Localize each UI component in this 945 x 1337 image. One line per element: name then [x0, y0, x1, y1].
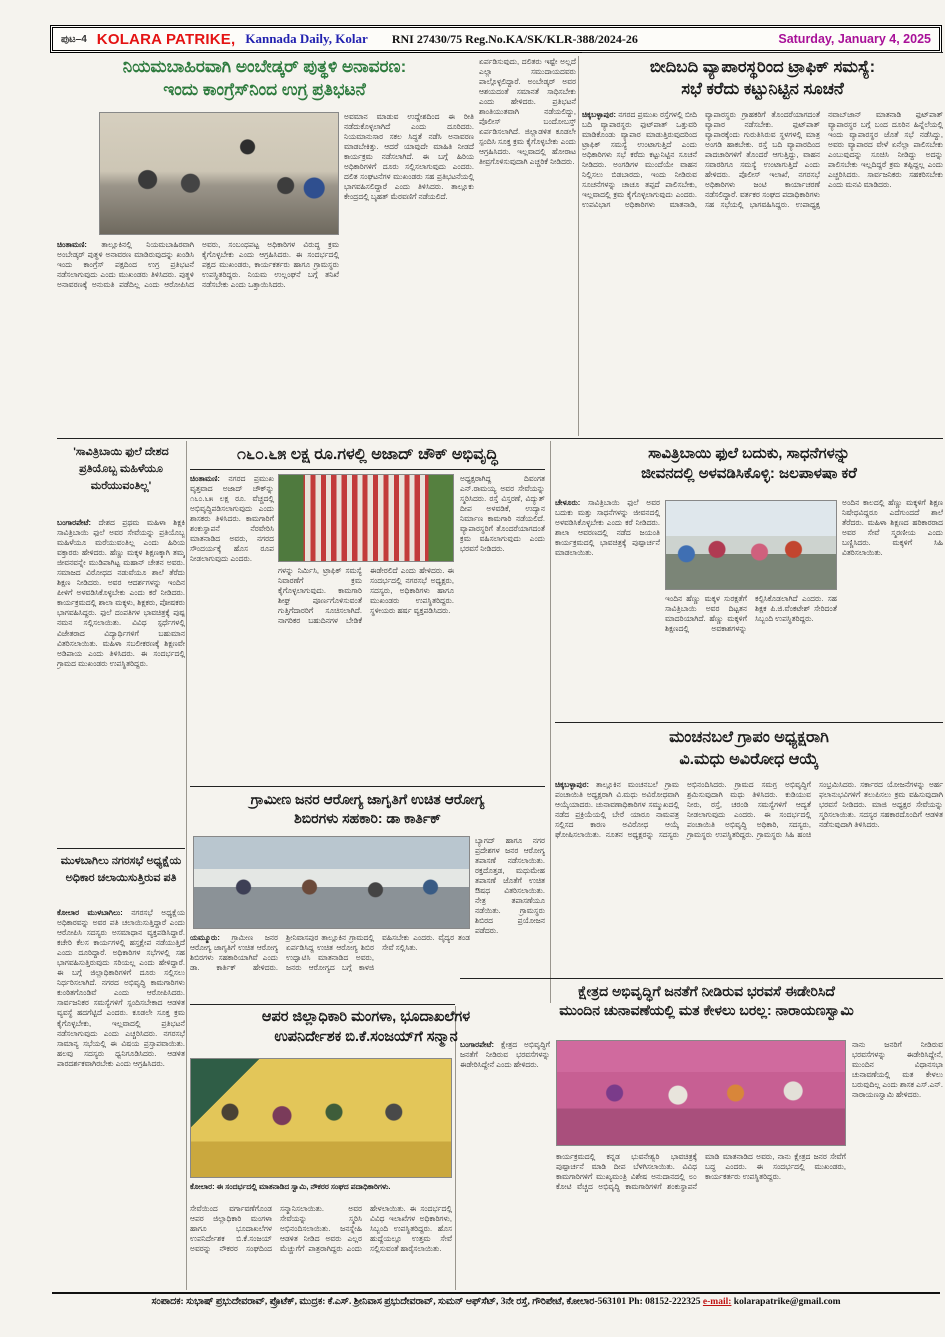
savitribai-right-col1: ಚೇಳೂರು: ಸಾವಿತ್ರಿಬಾಯಿ ಫುಲೆ ಅವರ ಬದುಕು ಮತ್ತು ಸಾಧನೆಗಳನ್ನು ಜೀವನದಲ್ಲಿ ಅಳವಡಿಸಿಕೊಳ್ಳಬೇಕು ಎಂದು ಕರೆ ನೀಡಿದರು. ಶಾಲಾ ಆವರಣದಲ್ಲಿ ನಡೆದ ಜಯಂತಿ ಕಾರ್ಯಕ್ರಮದಲ್ಲಿ ಭಾವಚಿತ್ರಕ್ಕೆ ಪುಷ್ಪಾರ್ಚನೆ ಮಾಡಲಾಯಿತು.	[555, 498, 660, 558]
headline-azad-chowk: ೧೬೦.೬೫ ಲಕ್ಷ ರೂ.ಗಳಲ್ಲಿ ಅಜಾದ್ ಚೌಕ್ ಅಭಿವೃದ್ಧಿ	[237, 446, 498, 463]
health-camp-photo	[193, 836, 470, 929]
headline-savitribai-left: 'ಸಾವಿತ್ರಿಬಾಯಿ ಫುಲೆ ದೇಶದ ಪ್ರತಿಯೊಬ್ಬ ಮಹಿಳೆಯೂ ಮರೆಯುವಂತಿಲ್ಲ'	[73, 446, 169, 493]
paper-subtitle: Kannada Daily, Kolar	[245, 31, 368, 46]
dateline: ಬಂಗಾರಪೇಟೆ:	[460, 1040, 495, 1049]
dateline: ಚಿಕ್ಕಬಳ್ಳಾಪುರ:	[582, 110, 616, 119]
rule-v-bottom	[455, 1006, 456, 1290]
dateline: ಕೋಲಾರ ಮುಳಬಾಗಿಲು:	[57, 908, 123, 917]
registration-number: RNI 27430/75 Reg.No.KA/SK/KLR-388/2024-26	[391, 31, 638, 46]
footer-email-label: e-mail:	[702, 1297, 732, 1307]
savitribai-left-body: ಬಂಗಾರಪೇಟೆ: ದೇಶದ ಪ್ರಥಮ ಮಹಿಳಾ ಶಿಕ್ಷಕಿ ಸಾವಿತ್ರಿಬಾಯಿ ಫುಲೆ ಅವರ ಸೇವೆಯನ್ನು ಪ್ರತಿಯೊಬ್ಬ ಮಹಿಳೆಯೂ ಮರೆಯುವಂತಿಲ್ಲ ಎಂದು ಹಿರಿಯ ವಕ್ತಾರರು ಹೇಳಿದರು. ಹೆಣ್ಣು ಮಕ್ಕಳ ಶಿಕ್ಷಣಕ್ಕಾಗಿ ತಮ್ಮ ಜೀವನವನ್ನೇ ಮುಡಿಪಾಗಿಟ್ಟ ಮಹಾನ್ ಚೇತನ ಅವರು. ಸಮಾಜದ ವಿರೋಧದ ನಡುವೆಯೂ ಶಾಲೆ ತೆರೆದು ಶಿಕ್ಷಣ ನೀಡಿದರು. ಅವರ ಆದರ್ಶಗಳನ್ನು ಇಂದಿನ ಪೀಳಿಗೆ ಅಳವಡಿಸಿಕೊಳ್ಳಬೇಕು ಎಂದು ಕರೆ ನೀಡಿದರು. ಕಾರ್ಯಕ್ರಮದಲ್ಲಿ ಶಾಲಾ ಮಕ್ಕಳು, ಶಿಕ್ಷಕರು, ಪೋಷಕರು ಭಾಗವಹಿಸಿದ್ದರು. ಫುಲೆ ದಂಪತಿಗಳ ಭಾವಚಿತ್ರಕ್ಕೆ ಪುಷ್ಪ ನಮನ ಸಲ್ಲಿಸಲಾಯಿತು. ವಿವಿಧ ಸ್ಪರ್ಧೆಗಳಲ್ಲಿ ವಿಜೇತರಾದ ವಿದ್ಯಾರ್ಥಿಗಳಿಗೆ ಬಹುಮಾನ ವಿತರಿಸಲಾಯಿತು. ಮಹಿಳಾ ಸಬಲೀಕರಣಕ್ಕೆ ಶಿಕ್ಷಣವೇ ಅಡಿಪಾಯ ಎಂದು ತಿಳಿಸಿದರು. ಈ ಸಂದರ್ಭದಲ್ಲಿ ಗ್ರಾಮದ ಮುಖಂಡರು ಉಪಸ್ಥಿತರಿದ್ದರು.	[57, 518, 185, 668]
issue-date: Saturday, January 4, 2025	[778, 32, 931, 46]
dateline: ಚಿಕ್ಕಬಳ್ಳಾಪುರ:	[555, 780, 589, 789]
divider-above-sanmana	[190, 1004, 455, 1005]
headline-mulabagilu: ಮುಳಬಾಗಿಲು ನಗರಸಭೆ ಅಧ್ಯಕ್ಷೆಯ ಅಧಿಕಾರ ಚಲಾಯಿಸುತ್ತಿರುವ ಪತಿ	[60, 855, 182, 885]
paper-name: KOLARA PATRIKE,	[96, 30, 236, 48]
dateline: ಯಮ್ಮೂರು:	[190, 933, 220, 942]
ambedkar-body-col4: ಏರ್ಪಡಿಸುವುದು, ದಲಿತರು ಇಷ್ಟೇ ಅಲ್ಲದೆ ಎಲ್ಲಾ ಸಮುದಾಯದವರು ಪಾಲ್ಗೊಳ್ಳಲಿದ್ದಾರೆ. ಅಂಬೇಡ್ಕರ್ ಅವರ ಆಶಯದಂತೆ ಸಮಾನತೆ ಸಾಧಿಸಬೇಕು ಎಂದು ಹೇಳಿದರು. ಪ್ರತಿಭಟನೆ ಶಾಂತಿಯುತವಾಗಿ ನಡೆಯಲಿದ್ದು, ಪೊಲೀಸ್ ಬಂದೋಬಸ್ತ್ ಏರ್ಪಡಿಸಲಾಗಿದೆ. ಜಿಲ್ಲಾಡಳಿತ ಕೂಡಲೇ ಸ್ಪಂದಿಸಿ ಸೂಕ್ತ ಕ್ರಮ ಕೈಗೊಳ್ಳಬೇಕು ಎಂದು ಆಗ್ರಹಿಸಿದರು. ಇಲ್ಲವಾದಲ್ಲಿ ಹೋರಾಟ ತೀವ್ರಗೊಳಿಸುವುದಾಗಿ ಎಚ್ಚರಿಕೆ ನೀಡಿದರು.	[479, 57, 576, 167]
lamp-lighting-photo	[556, 1040, 846, 1146]
rule-above-traffic	[582, 52, 943, 53]
headline-savitribai-right: ಸಾವಿತ್ರಿಬಾಯಿ ಫುಲೆ ಬದುಕು, ಸಾಧನೆಗಳನ್ನು ಜೀವನದಲ್ಲಿ ಅಳವಡಿಸಿಕೊಳ್ಳಿ: ಜಲಪಾಳಷಾ ಕರೆ	[641, 445, 857, 483]
azad-body-col4: ಅಧ್ಯಕ್ಷರಾಗಿದ್ದ ದಿವಂಗತ ಎನ್.ರಾಮಯ್ಯ ಅವರ ಸೇವೆಯನ್ನು ಸ್ಮರಿಸಿದರು. ರಸ್ತೆ ವಿಸ್ತರಣೆ, ವಿದ್ಯುತ್ ದೀಪ ಅಳವಡಿಕೆ, ಉದ್ಯಾನ ನಿರ್ಮಾಣ ಕಾಮಗಾರಿ ನಡೆಯಲಿದೆ. ವ್ಯಾಪಾರಸ್ಥರಿಗೆ ತೊಂದರೆಯಾಗದಂತೆ ಕ್ರಮ ವಹಿಸಲಾಗುವುದು ಎಂದು ಭರವಸೆ ನೀಡಿದರು.	[460, 474, 545, 554]
traffic-body: ಚಿಕ್ಕಬಳ್ಳಾಪುರ: ನಗರದ ಪ್ರಮುಖ ರಸ್ತೆಗಳಲ್ಲಿ ಬೀದಿ ಬದಿ ವ್ಯಾಪಾರಸ್ಥರು ಫುಟ್‌ಪಾತ್ ಒತ್ತುವರಿ ಮಾಡಿಕೊಂಡು ವ್ಯಾಪಾರ ಮಾಡುತ್ತಿರುವುದರಿಂದ ಟ್ರಾಫಿಕ್ ಸಮಸ್ಯೆ ಉಂಟಾಗುತ್ತಿದೆ ಎಂದು ಅಧಿಕಾರಿಗಳು ಸಭೆ ಕರೆದು ಕಟ್ಟುನಿಟ್ಟಿನ ಸೂಚನೆ ನೀಡಿದರು. ಅಂಗಡಿಗಳ ಮುಂದೆಯೇ ವಾಹನ ನಿಲ್ಲಿಸಲು ಬಿಡಬಾರದು, ಇಂದು ನೀಡಿರುವ ಸೂಚನೆಗಳನ್ನು ಚಾಚೂ ತಪ್ಪದೆ ಪಾಲಿಸಬೇಕು, ಇಲ್ಲವಾದಲ್ಲಿ ಕ್ರಮ ಕೈಗೊಳ್ಳಲಾಗುವುದು ಎಂದರು. ಉಪವಿಭಾಗ ಅಧಿಕಾರಿಗಳು ಮಾತನಾಡಿ, ವ್ಯಾಪಾರಸ್ಥರು ಗ್ರಾಹಕರಿಗೆ ತೊಂದರೆಯಾಗದಂತೆ ವ್ಯಾಪಾರ ನಡೆಸಬೇಕು. ಫುಟ್‌ಪಾತ್ ವ್ಯಾಪಾರಕ್ಕೆಂದು ಗುರುತಿಸಿರುವ ಸ್ಥಳಗಳಲ್ಲಿ ಮಾತ್ರ ಅಂಗಡಿ ಹಾಕಬೇಕು. ರಸ್ತೆ ಬದಿ ವ್ಯಾಪಾರದಿಂದ ಪಾದಚಾರಿಗಳಿಗೆ ತೊಂದರೆ ಆಗುತ್ತಿದ್ದು, ವಾಹನ ಸವಾರರಿಗೂ ಸಮಸ್ಯೆ ಉಂಟಾಗುತ್ತಿದೆ ಎಂದು ಹೇಳಿದರು. ಪೊಲೀಸ್ ಇಲಾಖೆ, ನಗರಸಭೆ ಅಧಿಕಾರಿಗಳು ಜಂಟಿ ಕಾರ್ಯಾಚರಣೆ ನಡೆಸಲಿದ್ದಾರೆ. ವರ್ತಕರ ಸಂಘದ ಪದಾಧಿಕಾರಿಗಳು ಸಹ ಸಭೆಯಲ್ಲಿ ಭಾಗವಹಿಸಿದ್ದರು. ಉಪಾಧ್ಯಕ್ಷ ನವಾಬ್‌ಜಾನ್ ಮಾತನಾಡಿ ಫುಟ್‌ಪಾತ್ ವ್ಯಾಪಾರಸ್ಥರ ಬಗ್ಗೆ ಬಂದ ದೂರಿನ ಹಿನ್ನೆಲೆಯಲ್ಲಿ ಇಂದು ವ್ಯಾಪಾರಸ್ಥರ ಜೊತೆ ಸಭೆ ನಡೆಸಿದ್ದು, ಅವರು ವ್ಯಾಪಾರದ ವೇಳೆ ಏನೆಲ್ಲಾ ಪಾಲಿಸಬೇಕು ಎಂಬುವುದನ್ನು ಸೂಚಿಸಿ ನೀಡಿದ್ದು ಅದನ್ನು ಪಾಲಿಸಬೇಕು ಇಲ್ಲದಿದ್ದರೆ ಕ್ರಮ ತಪ್ಪಿದ್ದಲ್ಲ ಎಂದು ಎಚ್ಚರಿಸಿದರು. ಸಾರ್ವಜನಿಕರು ಸಹಕರಿಸಬೇಕು ಎಂದು ಮನವಿ ಮಾಡಿದರು.	[582, 110, 943, 210]
savitribai-right-below-photo: ಇಂದಿನ ಹೆಣ್ಣು ಮಕ್ಕಳ ಸುರಕ್ಷತೆಗೆ ಸಾವಿತ್ರಿಬಾಯಿ ಅವರ ದಿಟ್ಟತನ ಮಾದರಿಯಾಗಿದೆ. ಹೆಣ್ಣು ಮಕ್ಕಳಿಗೆ ಶಿಕ್ಷಣದಲ್ಲಿ ಅವಕಾಶಗಳನ್ನು ಕಲ್ಪಿಸಿಕೊಡಲಾಗಿದೆ ಎಂದರು. ಸಹ ಶಿಕ್ಷಕ ಪಿ.ಜಿ.ವೆಂಕಟೇಶ್ ಸೇರಿದಂತೆ ಸಿಬ್ಬಂದಿ ಉಪಸ್ಥಿತರಿದ್ದರು.	[665, 594, 837, 634]
footer-email: kolarapatrike@gmail.com	[733, 1297, 841, 1307]
manchanabele-body: ಚಿಕ್ಕಬಳ್ಳಾಪುರ: ತಾಲ್ಲೂಕಿನ ಮಂಚನಬಲೆ ಗ್ರಾಮ ಪಂಚಾಯಿತಿ ಅಧ್ಯಕ್ಷರಾಗಿ ವಿ.ಮಧು ಅವಿರೋಧವಾಗಿ ಆಯ್ಕೆಯಾದರು. ಚುನಾವಣಾಧಿಕಾರಿಗಳ ಸಮ್ಮುಖದಲ್ಲಿ ನಡೆದ ಪ್ರಕ್ರಿಯೆಯಲ್ಲಿ ಬೇರೆ ಯಾರೂ ನಾಮಪತ್ರ ಸಲ್ಲಿಸದ ಕಾರಣ ಅವಿರೋಧ ಆಯ್ಕೆ ಘೋಷಿಸಲಾಯಿತು. ನೂತನ ಅಧ್ಯಕ್ಷರನ್ನು ಸದಸ್ಯರು ಅಭಿನಂದಿಸಿದರು. ಗ್ರಾಮದ ಸಮಗ್ರ ಅಭಿವೃದ್ಧಿಗೆ ಶ್ರಮಿಸುವುದಾಗಿ ಮಧು ತಿಳಿಸಿದರು. ಕುಡಿಯುವ ನೀರು, ರಸ್ತೆ, ಚರಂಡಿ ಸಮಸ್ಯೆಗಳಿಗೆ ಆದ್ಯತೆ ನೀಡಲಾಗುವುದು ಎಂದರು. ಈ ಸಂದರ್ಭದಲ್ಲಿ ಪಂಚಾಯಿತಿ ಅಭಿವೃದ್ಧಿ ಅಧಿಕಾರಿ, ಸದಸ್ಯರು, ಗ್ರಾಮಸ್ಥರು ಉಪಸ್ಥಿತರಿದ್ದರು. ಗ್ರಾಮಸ್ಥರು ಸಿಹಿ ಹಂಚಿ ಸಂಭ್ರಮಿಸಿದರು. ಸರ್ಕಾರದ ಯೋಜನೆಗಳನ್ನು ಅರ್ಹ ಫಲಾನುಭವಿಗಳಿಗೆ ತಲುಪಿಸಲು ಕ್ರಮ ವಹಿಸುವುದಾಗಿ ಭರವಸೆ ನೀಡಿದರು. ಮಾಜಿ ಅಧ್ಯಕ್ಷರ ಸೇವೆಯನ್ನು ಸ್ಮರಿಸಲಾಯಿತು. ಸದಸ್ಯರ ಸಹಕಾರದೊಂದಿಗೆ ಆಡಳಿತ ನಡೆಸುವುದಾಗಿ ತಿಳಿಸಿದರು.	[555, 780, 943, 840]
dateline: ಚಿಂತಾಮಣಿ:	[190, 474, 220, 483]
savitribai-event-photo	[665, 500, 837, 590]
headline-health-camp: ಗ್ರಾಮೀಣ ಜನರ ಆರೋಗ್ಯ ಜಾಗೃತಿಗೆ ಉಚಿತ ಆರೋಗ್ಯ ಶಿಬಿರಗಳು ಸಹಕಾರಿ: ಡಾ ಕಾರ್ತಿಕ್	[250, 791, 485, 826]
sanmana-group-photo	[190, 1058, 452, 1178]
azad-body-col1: ಚಿಂತಾಮಣಿ: ನಗರದ ಪ್ರಮುಖ ವೃತ್ತವಾದ ಅಜಾದ್ ಚೌಕ್‌ನ್ನು ೧೬೦.೬೫ ಲಕ್ಷ ರೂ. ವೆಚ್ಚದಲ್ಲಿ ಅಭಿವೃದ್ಧಿಪಡಿಸಲಾಗುವುದು ಎಂದು ಶಾಸಕರು ತಿಳಿಸಿದರು. ಕಾಮಗಾರಿಗೆ ಶಂಕುಸ್ಥಾಪನೆ ನೆರವೇರಿಸಿ ಮಾತನಾಡಿದ ಅವರು, ನಗರದ ಸೌಂದರ್ಯಕ್ಕೆ ಹೊಸ ರೂಪ ನೀಡಲಾಗುವುದು ಎಂದರು.	[190, 474, 274, 564]
divider-top-band	[57, 438, 943, 439]
footer-publisher: ಸಂಪಾದಕ: ಸುಭಾಷ್ ಪ್ರಭುದೇವರಾವ್, ಪ್ರೊಟೆಕ್, ಮುದ್ರಕ: ಕೆ.ಎಸ್. ಶ್ರೀನಿವಾಸ ಪ್ರಭುದೇವರಾವ್, ಸುಮನ್ ಆಫ್‌ಸೆಟ್, 3ನೇ ರಸ್ತೆ, ಗೌರಿಪೇಟೆ, ಕೋಲಾರ-563101	[151, 1297, 627, 1307]
mulabagilu-body: ಕೋಲಾರ ಮುಳಬಾಗಿಲು: ನಗರಸಭೆ ಅಧ್ಯಕ್ಷೆಯ ಅಧಿಕಾರವನ್ನು ಅವರ ಪತಿ ಚಲಾಯಿಸುತ್ತಿದ್ದಾರೆ ಎಂದು ಆರೋಪಿಸಿ ಸದಸ್ಯರು ಅಸಮಾಧಾನ ವ್ಯಕ್ತಪಡಿಸಿದ್ದಾರೆ. ಕಚೇರಿ ಕೆಲಸ ಕಾರ್ಯಗಳಲ್ಲಿ ಹಸ್ತಕ್ಷೇಪ ನಡೆಯುತ್ತಿದೆ ಎಂದು ದೂರಿದ್ದಾರೆ. ಅಧಿಕಾರಿಗಳ ಸಭೆಗಳಲ್ಲಿ ಸಹ ಭಾಗವಹಿಸುತ್ತಿರುವುದು ಸರಿಯಲ್ಲ ಎಂದು ಹೇಳಿದ್ದಾರೆ. ಈ ಬಗ್ಗೆ ಜಿಲ್ಲಾಧಿಕಾರಿಗಳಿಗೆ ದೂರು ಸಲ್ಲಿಸಲು ನಿರ್ಧರಿಸಲಾಗಿದೆ. ನಗರದ ಅಭಿವೃದ್ಧಿ ಕಾಮಗಾರಿಗಳು ಕುಂಠಿತಗೊಂಡಿವೆ ಎಂದು ಆರೋಪಿಸಿದರು. ಸಾರ್ವಜನಿಕರ ಸಮಸ್ಯೆಗಳಿಗೆ ಸ್ಪಂದಿಸಬೇಕಾದ ಆಡಳಿತ ವ್ಯವಸ್ಥೆ ಹದಗೆಟ್ಟಿದೆ ಎಂದರು. ಕೂಡಲೇ ಸೂಕ್ತ ಕ್ರಮ ಕೈಗೊಳ್ಳಬೇಕು, ಇಲ್ಲವಾದಲ್ಲಿ ಪ್ರತಿಭಟನೆ ನಡೆಸಲಾಗುವುದು ಎಂದು ಎಚ್ಚರಿಸಿದರು. ನಗರಸಭೆ ಸಾಮಾನ್ಯ ಸಭೆಯಲ್ಲಿ ಈ ವಿಷಯ ಪ್ರಸ್ತಾಪವಾಯಿತು. ಹಲವು ಸದಸ್ಯರು ಧ್ವನಿಗೂಡಿಸಿದರು. ಆಡಳಿತ ಪಾರದರ್ಶಕವಾಗಿರಬೇಕು ಎಂದು ಆಗ್ರಹಿಸಿದರು.	[57, 908, 185, 1068]
rule-under-azad-headline	[190, 469, 545, 470]
headline-manchanabele: ಮಂಚನಬಲೆ ಗ್ರಾಪಂ ಅಧ್ಯಕ್ಷರಾಗಿ ವಿ.ಮಧು ಅವಿರೋಧ ಆಯ್ಕೆ	[669, 729, 829, 768]
footer-rule	[52, 1292, 940, 1294]
rule-v-middle	[550, 441, 551, 1003]
dateline: ಚೇಳೂರು:	[555, 498, 581, 507]
footer-phone: Ph: 08152-222325	[628, 1297, 701, 1307]
divider-above-health	[190, 786, 545, 787]
headline-sanmana: ಆಪರ ಜಿಲ್ಲಾಧಿಕಾರಿ ಮಂಗಳಾ, ಭೂದಾಖಲೆಗಳ ಉಪನಿರ್ದೇಶಕ ಬಿ.ಕೆ.ಸಂಜಯ್‌ಗೆ ಸನ್ಮಾನ	[261, 1009, 471, 1045]
narayanaswamy-below-photo: ಕಾರ್ಯಕ್ರಮದಲ್ಲಿ ಕನ್ನಡ ಭುವನೇಶ್ವರಿ ಭಾವಚಿತ್ರಕ್ಕೆ ಪುಷ್ಪಾರ್ಚನೆ ಮಾಡಿ ದೀಪ ಬೆಳಗಿಸಲಾಯಿತು. ವಿವಿಧ ಕಾಮಗಾರಿಗಳಿಗೆ ಮುಖ್ಯಮಂತ್ರಿ ವಿಶೇಷ ಅನುದಾನದಲ್ಲಿ ೮೦ ಕೋಟಿ ವೆಚ್ಚದ ಅಭಿವೃದ್ಧಿ ಕಾಮಗಾರಿಗಳಿಗೆ ಶಂಕುಸ್ಥಾಪನೆ ಮಾಡಿ ಮಾತನಾಡಿದ ಅವರು, ನಾನು ಕ್ಷೇತ್ರದ ಜನರ ಸೇವೆಗೆ ಬದ್ಧ ಎಂದರು. ಈ ಸಂದರ್ಭದಲ್ಲಿ ಮುಖಂಡರು, ಕಾರ್ಯಕರ್ತರು ಉಪಸ್ಥಿತರಿದ್ದರು.	[556, 1152, 846, 1192]
footer-imprint	[52, 1296, 940, 1307]
savitribai-right-col4: ಅಂದಿನ ಕಾಲದಲ್ಲಿ ಹೆಣ್ಣು ಮಕ್ಕಳಿಗೆ ಶಿಕ್ಷಣ ನಿಷೇಧವಿದ್ದರೂ ಎದೆಗುಂದದೆ ಶಾಲೆ ತೆರೆದರು. ಮಹಿಳಾ ಶಿಕ್ಷಣದ ಹರಿಕಾರರಾದ ಅವರ ಸೇವೆ ಸ್ಮರಣೀಯ ಎಂದು ಬಣ್ಣಿಸಿದರು. ಮಕ್ಕಳಿಗೆ ಸಿಹಿ ವಿತರಿಸಲಾಯಿತು.	[842, 498, 943, 558]
page-number-label: ಪುಟ–4	[61, 33, 87, 45]
ambedkar-body-below-photo: ಚಿಂತಾಮಣಿ: ತಾಲ್ಲೂಕಿನಲ್ಲಿ ನಿಯಮಬಾಹಿರವಾಗಿ ಅಂಬೇಡ್ಕರ್ ಪುತ್ಥಳಿ ಅನಾವರಣ ಮಾಡಿರುವುದನ್ನು ಖಂಡಿಸಿ ಇಂದು ಕಾಂಗ್ರೆಸ್ ಪಕ್ಷದಿಂದ ಉಗ್ರ ಪ್ರತಿಭಟನೆ ನಡೆಸಲಾಗುವುದು ಎಂದು ಮುಖಂಡರು ತಿಳಿಸಿದರು. ಪುತ್ಥಳಿ ಅನಾವರಣಕ್ಕೆ ಅನುಮತಿ ಪಡೆದಿಲ್ಲ ಎಂದು ಆರೋಪಿಸಿದ ಅವರು, ಸಂಬಂಧಪಟ್ಟ ಅಧಿಕಾರಿಗಳ ವಿರುದ್ಧ ಕ್ರಮ ಕೈಗೊಳ್ಳಬೇಕು ಎಂದು ಆಗ್ರಹಿಸಿದರು. ಈ ಸಂದರ್ಭದಲ್ಲಿ ಪಕ್ಷದ ಮುಖಂಡರು, ಕಾರ್ಯಕರ್ತರು ಹಾಗೂ ಗ್ರಾಮಸ್ಥರು ಉಪಸ್ಥಿತರಿದ್ದರು. ನಿಯಮ ಉಲ್ಲಂಘನೆ ಬಗ್ಗೆ ತನಿಖೆ ನಡೆಸಬೇಕು ಎಂದು ಒತ್ತಾಯಿಸಿದರು.	[57, 240, 339, 290]
narayanaswamy-col1: ಬಂಗಾರಪೇಟೆ: ಕ್ಷೇತ್ರದ ಅಭಿವೃದ್ಧಿಗೆ ಜನತೆಗೆ ನೀಡಿರುವ ಭರವಸೆಗಳನ್ನು ಈಡೇರಿಸಿದ್ದೇನೆ ಎಂದು ಹೇಳಿದರು.	[460, 1040, 550, 1070]
health-camp-col4: ಬ್ಯಾಗದ್ ಹಾಗೂ ನಗರ ಪ್ರದೇಶಗಳ ಜನರ ಆರೋಗ್ಯ ತಪಾಸಣೆ ನಡೆಸಲಾಯಿತು. ರಕ್ತದೊತ್ತಡ, ಮಧುಮೇಹ ತಪಾಸಣೆ ಜೊತೆಗೆ ಉಚಿತ ಔಷಧ ವಿತರಿಸಲಾಯಿತು. ನೇತ್ರ ತಪಾಸಣೆಯೂ ನಡೆಯಿತು. ಗ್ರಾಮಸ್ಥರು ಶಿಬಿರದ ಪ್ರಯೋಜನ ಪಡೆದರು.	[475, 836, 545, 936]
ambedkar-body-col3: ಅವಮಾನ ಮಾಡುವ ಉದ್ದೇಶದಿಂದ ಈ ರೀತಿ ನಡೆದುಕೊಳ್ಳಲಾಗಿದೆ ಎಂದು ದೂರಿದರು. ನಿಯಮಾನುಸಾರ ಸಕಲ ಸಿದ್ಧತೆ ನಡೆಸಿ ಅನಾವರಣ ಮಾಡಬೇಕಿತ್ತು. ಆದರೆ ಯಾವುದೇ ಮಾಹಿತಿ ನೀಡದೆ ಕಾರ್ಯಕ್ರಮ ನಡೆಸಲಾಗಿದೆ. ಈ ಬಗ್ಗೆ ಹಿರಿಯ ಅಧಿಕಾರಿಗಳಿಗೆ ದೂರು ಸಲ್ಲಿಸಲಾಗುವುದು ಎಂದರು. ದಲಿತ ಸಂಘಟನೆಗಳ ಮುಖಂಡರು ಸಹ ಪ್ರತಿಭಟನೆಯಲ್ಲಿ ಭಾಗವಹಿಸಲಿದ್ದಾರೆ ಎಂದು ತಿಳಿಸಿದರು. ತಾಲ್ಲೂಕು ಕೇಂದ್ರದಲ್ಲಿ ಬೃಹತ್ ಮೆರವಣಿಗೆ ನಡೆಯಲಿದೆ.	[344, 112, 474, 202]
narayanaswamy-col4: ನಾನು ಜನರಿಗೆ ನೀಡಿರುವ ಭರವಸೆಗಳನ್ನು ಈಡೇರಿಸಿದ್ದೇನೆ, ಮುಂದಿನ ವಿಧಾನಸಭಾ ಚುನಾವಣೆಯಲ್ಲಿ ಮತ ಕೇಳಲು ಬರುವುದಿಲ್ಲ ಎಂದು ಶಾಸಕ ಎಸ್.ಎನ್. ನಾರಾಯಣಸ್ವಾಮಿ ಹೇಳಿದರು.	[852, 1040, 943, 1100]
ambedkar-meeting-photo	[99, 112, 339, 235]
sanmana-caption: ಕೋಲಾರ: ಈ ಸಂದರ್ಭದಲ್ಲಿ ಮಾತನಾಡಿದ ಸ್ವಾಮಿ, ನೌಕರರ ಸಂಘದ ಪದಾಧಿಕಾರಿಗಳು.	[190, 1182, 391, 1191]
rule-v-top	[578, 56, 579, 436]
divider-above-manchanabele	[555, 722, 943, 723]
dateline: ಚಿಂತಾಮಣಿ:	[57, 240, 87, 249]
headline-traffic: ಬೀದಿಬದಿ ವ್ಯಾಪಾರಸ್ಥರಿಂದ ಟ್ರಾಫಿಕ್ ಸಮಸ್ಯೆ: ಸಭೆ ಕರೆದು ಕಟ್ಟುನಿಟ್ಟಿನ ಸೂಚನೆ	[649, 58, 876, 99]
azad-body-below-photo: ಗಳನ್ನು ನಿರ್ಮಿಸಿ, ಟ್ರಾಫಿಕ್ ಸಮಸ್ಯೆ ನಿವಾರಣೆಗೆ ಕ್ರಮ ಕೈಗೊಳ್ಳಲಾಗುವುದು. ಕಾಮಗಾರಿ ಶೀಘ್ರ ಪೂರ್ಣಗೊಳಿಸುವಂತೆ ಗುತ್ತಿಗೆದಾರರಿಗೆ ಸೂಚಿಸಲಾಗಿದೆ. ನಾಗರಿಕರ ಬಹುದಿನಗಳ ಬೇಡಿಕೆ ಈಡೇರಲಿದೆ ಎಂದು ಹೇಳಿದರು. ಈ ಸಂದರ್ಭದಲ್ಲಿ ನಗರಸಭೆ ಅಧ್ಯಕ್ಷರು, ಸದಸ್ಯರು, ಅಧಿಕಾರಿಗಳು ಹಾಗೂ ಮುಖಂಡರು ಉಪಸ್ಥಿತರಿದ್ದರು. ಸ್ಥಳೀಯರು ಹರ್ಷ ವ್ಯಕ್ತಪಡಿಸಿದರು.	[278, 566, 454, 626]
health-camp-below-photo: ಯಮ್ಮೂರು: ಗ್ರಾಮೀಣ ಜನರ ಆರೋಗ್ಯ ಜಾಗೃತಿಗೆ ಉಚಿತ ಆರೋಗ್ಯ ಶಿಬಿರಗಳು ಸಹಕಾರಿಯಾಗಿವೆ ಎಂದು ಡಾ. ಕಾರ್ತಿಕ್ ಹೇಳಿದರು. ಶ್ರೀನಿವಾಸಪುರ ತಾಲ್ಲೂಕಿನ ಗ್ರಾಮದಲ್ಲಿ ಏರ್ಪಡಿಸಿದ್ದ ಉಚಿತ ಆರೋಗ್ಯ ಶಿಬಿರ ಉದ್ಘಾಟಿಸಿ ಮಾತನಾಡಿದ ಅವರು, ಜನರು ಆರೋಗ್ಯದ ಬಗ್ಗೆ ಕಾಳಜಿ ವಹಿಸಬೇಕು ಎಂದರು. ವೈದ್ಯರ ತಂಡ ಸೇವೆ ಸಲ್ಲಿಸಿತು.	[190, 933, 470, 973]
sanmana-body: ಸೇವೆಯಿಂದ ವರ್ಗಾವಣೆಗೊಂಡ ಆಪರ ಜಿಲ್ಲಾಧಿಕಾರಿ ಮಂಗಳಾ ಹಾಗೂ ಭೂದಾಖಲೆಗಳ ಉಪನಿರ್ದೇಶಕ ಬಿ.ಕೆ.ಸಂಜಯ್ ಅವರನ್ನು ನೌಕರರ ಸಂಘದಿಂದ ಸನ್ಮಾನಿಸಲಾಯಿತು. ಅವರ ಸೇವೆಯನ್ನು ಸ್ಮರಿಸಿ ಅಭಿನಂದಿಸಲಾಯಿತು. ಜನಸ್ನೇಹಿ ಆಡಳಿತ ನೀಡಿದ ಅವರು ಎಲ್ಲರ ಮೆಚ್ಚುಗೆಗೆ ಪಾತ್ರರಾಗಿದ್ದರು ಎಂದು ಹೇಳಲಾಯಿತು. ಈ ಸಂದರ್ಭದಲ್ಲಿ ವಿವಿಧ ಇಲಾಖೆಗಳ ಅಧಿಕಾರಿಗಳು, ಸಿಬ್ಬಂದಿ ಉಪಸ್ಥಿತರಿದ್ದರು. ಹೊಸ ಹುದ್ದೆಯಲ್ಲೂ ಉತ್ತಮ ಸೇವೆ ಸಲ್ಲಿಸುವಂತೆ ಹಾರೈಸಲಾಯಿತು.	[190, 1204, 452, 1254]
azad-chowk-street-photo	[278, 474, 454, 562]
dateline: ಬಂಗಾರಪೇಟೆ:	[57, 518, 92, 527]
divider-left-col	[57, 848, 185, 849]
rule-v-left	[186, 441, 187, 1290]
masthead	[52, 27, 940, 51]
headline-ambedkar: ನಿಯಮಬಾಹಿರವಾಗಿ ಅಂಬೇಡ್ಕರ್ ಪುತ್ಥಳಿ ಅನಾವರಣ: ಇಂದು ಕಾಂಗ್ರೆಸ್‌ನಿಂದ ಉಗ್ರ ಪ್ರತಿಭಟನೆ	[122, 57, 407, 99]
headline-narayanaswamy: ಕ್ಷೇತ್ರದ ಅಭಿವೃದ್ಧಿಗೆ ಜನತೆಗೆ ನೀಡಿರುವ ಭರವಸೆ ಈಡೇರಿಸಿದೆ ಮುಂದಿನ ಚುನಾವಣೆಯಲ್ಲಿ ಮತ ಕೇಳಲು ಬರಲ್ಲ: ನಾರಾಯಣಸ್ವಾಮಿ	[559, 983, 854, 1018]
